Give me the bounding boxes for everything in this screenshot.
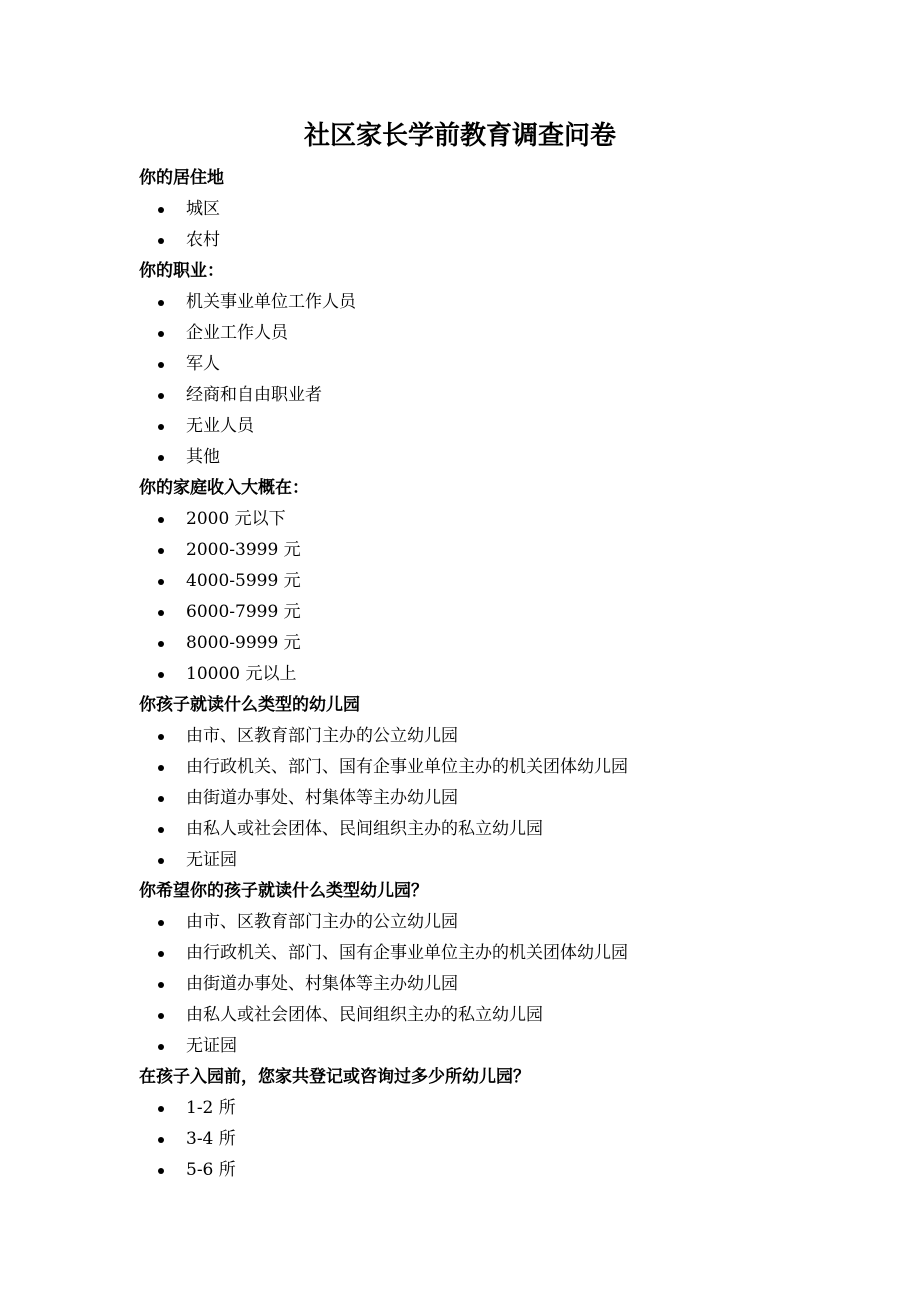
list-item (139, 194, 839, 225)
bullet-icon (158, 610, 164, 616)
question-text: 你希望你的孩子就读什么类型幼儿园？ (139, 881, 428, 901)
option-list (139, 504, 839, 690)
list-item (139, 659, 839, 690)
bullet-icon (158, 548, 164, 554)
bullet-icon (158, 672, 164, 678)
option-label: 由行政机关、部门、国有企事业单位主办的机关团体幼儿园 (186, 943, 628, 963)
bullet-icon (158, 424, 164, 430)
list-item (139, 1031, 839, 1062)
option-label: 8000-9999 元 (186, 633, 301, 653)
bullet-icon (158, 331, 164, 337)
option-list (139, 907, 839, 1062)
option-label: 3-4 所 (186, 1129, 236, 1149)
list-item (139, 969, 839, 1000)
option-label: 城区 (186, 199, 220, 219)
bullet-icon (158, 517, 164, 523)
bullet-icon (158, 796, 164, 802)
bullet-icon (158, 238, 164, 244)
bullet-icon (158, 393, 164, 399)
list-item (139, 1093, 839, 1124)
list-item (139, 318, 839, 349)
bullet-icon (158, 951, 164, 957)
option-list (139, 287, 839, 473)
option-label: 经商和自由职业者 (186, 385, 322, 405)
bullet-icon (158, 858, 164, 864)
option-list (139, 1093, 839, 1186)
option-list (139, 194, 839, 256)
list-item (139, 938, 839, 969)
option-label: 5-6 所 (186, 1160, 236, 1180)
list-item (139, 349, 839, 380)
bullet-icon (158, 641, 164, 647)
list-item (139, 504, 839, 535)
bullet-icon (158, 362, 164, 368)
question-text: 你的职业： (139, 261, 224, 281)
question-text: 在孩子入园前，您家共登记或咨询过多少所幼儿园？ (139, 1067, 530, 1087)
list-item (139, 287, 839, 318)
question-text: 你的家庭收入大概在： (139, 478, 309, 498)
list-item (139, 1155, 839, 1186)
option-label: 其他 (186, 447, 220, 467)
bullet-icon (158, 765, 164, 771)
list-item (139, 442, 839, 473)
bullet-icon (158, 1106, 164, 1112)
option-label: 2000 元以下 (186, 509, 286, 529)
option-label: 无业人员 (186, 416, 254, 436)
bullet-icon (158, 734, 164, 740)
list-item (139, 566, 839, 597)
list-item (139, 814, 839, 845)
questionnaire (139, 163, 839, 1186)
bullet-icon (158, 579, 164, 585)
option-label: 4000-5999 元 (186, 571, 301, 591)
option-label: 由私人或社会团体、民间组织主办的私立幼儿园 (186, 819, 543, 839)
bullet-icon (158, 1137, 164, 1143)
option-label: 机关事业单位工作人员 (186, 292, 356, 312)
bullet-icon (158, 1044, 164, 1050)
question-text: 你孩子就读什么类型的幼儿园 (139, 695, 360, 715)
bullet-icon (158, 300, 164, 306)
option-list (139, 721, 839, 876)
list-item (139, 628, 839, 659)
bullet-icon (158, 455, 164, 461)
list-item (139, 597, 839, 628)
list-item (139, 845, 839, 876)
list-item (139, 411, 839, 442)
option-label: 由市、区教育部门主办的公立幼儿园 (186, 726, 458, 746)
list-item (139, 535, 839, 566)
list-item (139, 225, 839, 256)
option-label: 1-2 所 (186, 1098, 236, 1118)
list-item (139, 1000, 839, 1031)
option-label: 由街道办事处、村集体等主办幼儿园 (186, 788, 458, 808)
option-label: 10000 元以上 (186, 664, 297, 684)
option-label: 由市、区教育部门主办的公立幼儿园 (186, 912, 458, 932)
option-label: 由行政机关、部门、国有企事业单位主办的机关团体幼儿园 (186, 757, 628, 777)
option-label: 由街道办事处、村集体等主办幼儿园 (186, 974, 458, 994)
list-item (139, 721, 839, 752)
page-title: 社区家长学前教育调查问卷 (303, 121, 616, 151)
option-label: 无证园 (186, 1036, 237, 1056)
bullet-icon (158, 920, 164, 926)
option-label: 农村 (186, 230, 220, 250)
bullet-icon (158, 827, 164, 833)
bullet-icon (158, 207, 164, 213)
option-label: 6000-7999 元 (186, 602, 301, 622)
option-label: 2000-3999 元 (186, 540, 301, 560)
option-label: 企业工作人员 (186, 323, 288, 343)
option-label: 军人 (186, 354, 220, 374)
list-item (139, 907, 839, 938)
list-item (139, 1124, 839, 1155)
bullet-icon (158, 982, 164, 988)
bullet-icon (158, 1013, 164, 1019)
option-label: 无证园 (186, 850, 237, 870)
list-item (139, 783, 839, 814)
list-item (139, 752, 839, 783)
option-label: 由私人或社会团体、民间组织主办的私立幼儿园 (186, 1005, 543, 1025)
bullet-icon (158, 1168, 164, 1174)
list-item (139, 380, 839, 411)
question-text: 你的居住地 (139, 168, 224, 188)
